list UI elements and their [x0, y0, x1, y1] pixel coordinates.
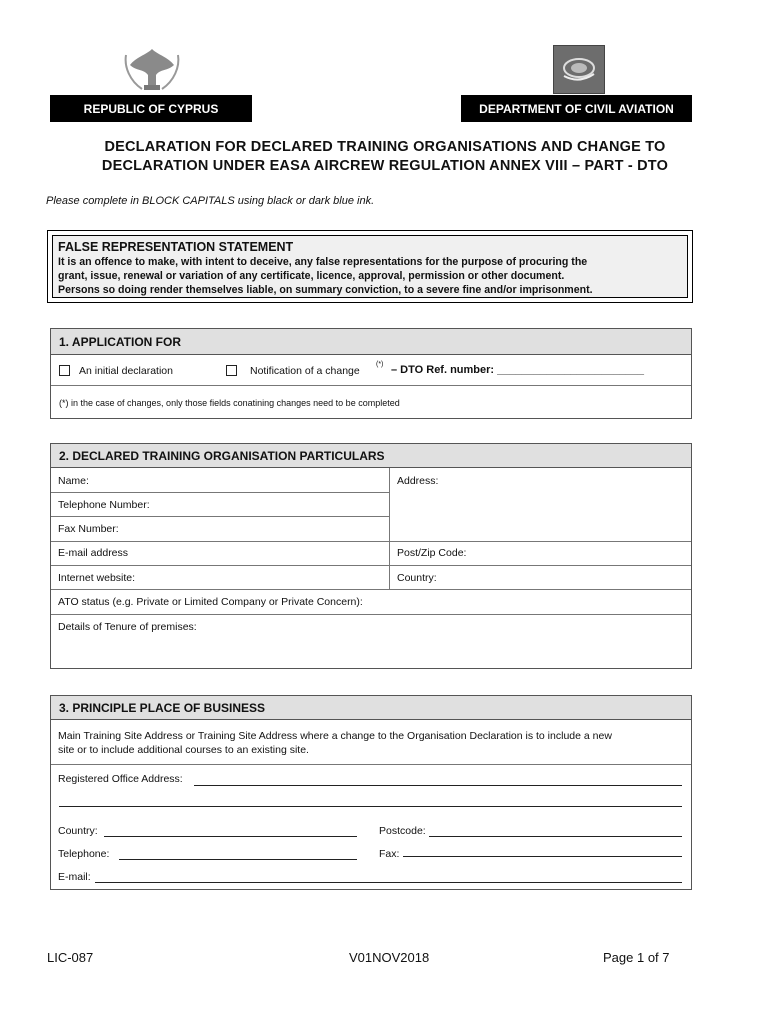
column-divider [389, 468, 390, 589]
false-statement-heading: FALSE REPRESENTATION STATEMENT [58, 240, 294, 254]
tenure-details-field[interactable]: Details of Tenure of premises: [58, 621, 197, 633]
notification-change-checkbox[interactable] [226, 365, 237, 376]
telephone-input[interactable] [119, 859, 357, 860]
registered-office-label: Registered Office Address: [58, 773, 183, 785]
site-description-line-1: Main Training Site Address or Training Site Address where a change to the Organisation Declaration is to include a new [58, 730, 612, 742]
section-1-heading: 1. APPLICATION FOR [51, 329, 691, 355]
republic-of-cyprus-box: REPUBLIC OF CYPRUS [50, 95, 252, 122]
divider [51, 385, 691, 386]
country-field[interactable]: Country: [397, 572, 437, 584]
divider [51, 541, 691, 542]
section-3-heading: 3. PRINCIPLE PLACE OF BUSINESS [51, 696, 691, 720]
divider [51, 565, 691, 566]
divider [51, 589, 691, 590]
initial-declaration-label: An initial declaration [79, 365, 173, 377]
divider [51, 764, 691, 765]
post-zip-code-field[interactable]: Post/Zip Code: [397, 547, 467, 559]
section-principal-place-of-business [50, 695, 692, 890]
notification-change-label: Notification of a change [250, 365, 360, 377]
telephone-number-field[interactable]: Telephone Number: [58, 499, 150, 511]
false-statement-box [52, 235, 688, 298]
postcode-label: Postcode: [379, 825, 426, 837]
name-field[interactable]: Name: [58, 475, 89, 487]
divider [51, 516, 389, 517]
title-line-1: DECLARATION FOR DECLARED TRAINING ORGANISATIONS AND CHANGE TO [104, 139, 666, 155]
email-address-field[interactable]: E-mail address [58, 547, 129, 559]
cyprus-coat-of-arms-logo [120, 45, 184, 93]
country-input[interactable] [104, 836, 357, 837]
registered-office-input[interactable] [194, 785, 682, 786]
internet-website-field[interactable]: Internet website: [58, 572, 136, 584]
department-box: DEPARTMENT OF CIVIL AVIATION [461, 95, 692, 122]
false-statement-line-1: It is an offence to make, with intent to deceive, any false representations for the purpose of procuring the [58, 256, 588, 268]
divider [51, 492, 389, 493]
ato-status-field[interactable]: ATO status (e.g. Private or Limited Company or Private Concern): [58, 596, 363, 608]
page-number: Page 1 of 7 [603, 950, 670, 965]
instructions-text: Please complete in BLOCK CAPITALS using black or dark blue ink. [46, 195, 375, 207]
registered-office-input-line-2[interactable] [59, 806, 682, 807]
form-code: LIC-087 [47, 950, 94, 965]
telephone-label: Telephone: [58, 848, 110, 860]
postcode-input[interactable] [429, 836, 682, 837]
fax-label: Fax: [379, 848, 400, 860]
title-line-2: DECLARATION UNDER EASA AIRCREW REGULATION ANNEX VIII – PART - DTO [101, 158, 669, 174]
false-statement-line-2: grant, issue, renewal or variation of any certificate, licence, approval, permission or other document. [58, 270, 565, 282]
initial-declaration-checkbox[interactable] [59, 365, 70, 376]
changes-note: (*) in the case of changes, only those fields conatining changes need to be completed [59, 398, 400, 408]
false-statement-line-3: Persons so doing render themselves liable, on summary conviction, to a severe fine and/or imprisonment. [58, 284, 593, 296]
section-organisation-particulars [50, 443, 692, 669]
fax-number-field[interactable]: Fax Number: [58, 523, 119, 535]
asterisk-mark: (*) [376, 361, 384, 368]
email-label: E-mail: [58, 871, 91, 883]
section-2-heading: 2. DECLARED TRAINING ORGANISATION PARTICULARS [51, 444, 691, 468]
section-application-for [50, 328, 692, 419]
email-input[interactable] [95, 882, 682, 883]
form-version: V01NOV2018 [349, 950, 430, 965]
dto-ref-number-field[interactable]: – DTO Ref. number: ________________________ [391, 364, 644, 376]
site-description-line-2: site or to include additional courses to an existing site. [58, 744, 309, 756]
divider [51, 614, 691, 615]
address-field[interactable]: Address: [397, 475, 439, 487]
fax-input[interactable] [403, 856, 682, 857]
country-label: Country: [58, 825, 98, 837]
dca-emblem-logo [553, 45, 605, 94]
page-title [40, 138, 730, 176]
